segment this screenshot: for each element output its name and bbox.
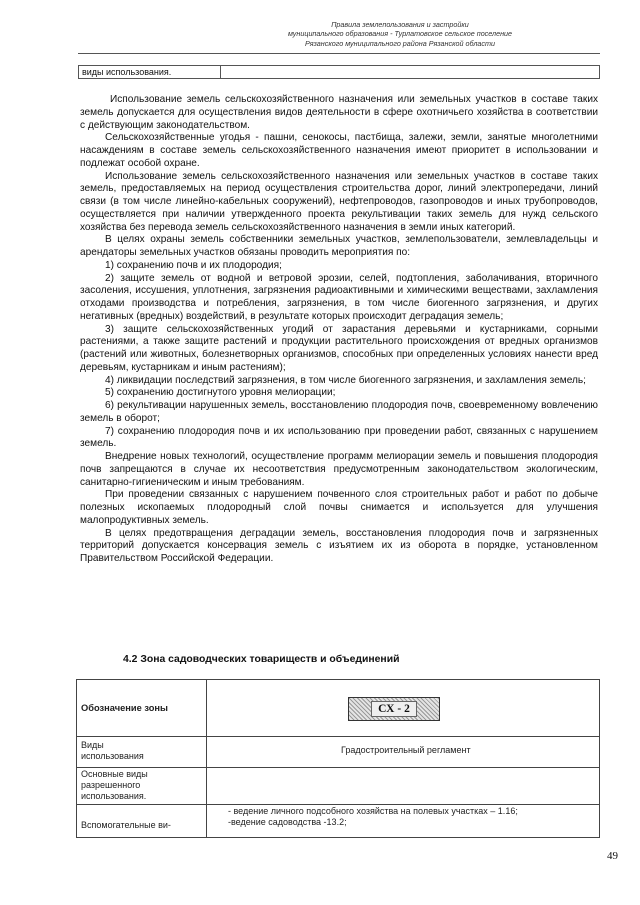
running-header	[200, 20, 600, 48]
list-item: 2) защите земель от водной и ветровой эрозии, селей, подтопления, заболачивания, вторичного засоления, иссушения, уплотнения, загрязнения радиоактивными и химическими веществами, захламления отходами производства и потребления, загрязнения, в том числе биогенного загрязнения, и других негативных (вредных) воздействий, в результате которых происходит деградация земель;	[80, 272, 598, 322]
section-title: 4.2 Зона садоводческих товариществ и объединений	[123, 654, 400, 665]
header-line-1: Правила землепользования и застройки	[331, 20, 469, 29]
auxiliary-usage-label: Вспомогательные ви-	[81, 820, 171, 830]
zone-designation-label: Обозначение зоны	[81, 703, 168, 713]
paragraph: Сельскохозяйственные угодья - пашни, сенокосы, пастбища, залежи, земли, занятые многолетними насаждениям в составе земель сельскохозяйственного назначения имеют приоритет в использовании и подлежат особой охране.	[80, 132, 598, 169]
list-item: 6) рекультивации нарушенных земель, восстановлению плодородия почв, своевременному вовлечению земель в оборот;	[80, 400, 598, 424]
table-row-divider	[77, 767, 599, 768]
header-divider	[78, 53, 600, 54]
header-line-2: муниципального образования - Турлатовское сельское поселение	[287, 29, 513, 39]
usage-types-label: Виды использования	[81, 740, 144, 761]
paragraph: В целях охраны земель собственники земельных участков, землепользователи, землевладельцы и арендаторы земельных участков обязаны проводить мероприятия по:	[80, 234, 598, 258]
paragraph: Использование земель сельскохозяйственного назначения или земельных участков в составе таких земель, предоставляемых на период осуществления строительства дорог, линий электропередачи, линий связи (в том числе линейно-кабельных сооружений), нефтепроводов, газопроводов и иных трубопроводов, осуществляется при наличии утвержденного проекта рекультивации таких земель для нужд сельского хозяйства без перевода земель сельскохозяйственного назначения в земли иных категорий.	[80, 170, 598, 233]
zone-code: СХ - 2	[371, 701, 417, 717]
auxiliary-usage-item: - ведение личного подсобного хозяйства на полевых участках – 1.16;	[228, 806, 518, 816]
header-line-3: Рязанского муниципального района Рязанской области	[304, 38, 496, 48]
paragraph: Внедрение новых технологий, осуществление программ мелиорации земель и повышения плодородия почв запрещаются в случае их несоответствия предусмотренным законодательством экологическим, санитарно-гигиеническим и иным требованиям.	[80, 451, 598, 488]
list-item: 7) сохранению плодородия почв и их использованию при проведении работ, связанных с нарушением земель.	[80, 425, 598, 450]
table-column-divider	[206, 680, 207, 837]
body-text	[80, 94, 598, 566]
zone-code-badge	[348, 697, 440, 721]
zone-table	[76, 679, 600, 838]
list-item: 4) ликвидации последствий загрязнения, в том числе биогенного загрязнения, и захламления земель;	[105, 374, 586, 386]
paragraph: В целях предотвращения деградации земель, восстановления плодородия почв и загрязненных территорий допускается консервация земель с изъятием их из оборота в порядке, установленном Правительством Российской Федерации.	[80, 527, 598, 564]
regulation-label: Градостроительный регламент	[341, 745, 471, 755]
list-item: 5) сохранению достигнутого уровня мелиорации;	[105, 387, 336, 399]
table-row-divider	[77, 736, 599, 737]
table-row-divider	[77, 804, 599, 805]
auxiliary-usage-item: -ведение садоводства -13.2;	[228, 817, 347, 827]
main-usage-label: Основные виды разрешенного использования.	[81, 769, 148, 801]
continued-table	[78, 65, 600, 79]
list-item: 1) сохранению почв и их плодородия;	[105, 259, 282, 271]
list-item: 3) защите сельскохозяйственных угодий от зарастания деревьями и кустарниками, сорными растениями, а также защите растений и продукции растительного происхождения от вредных организмов (растений или животных, болезнетворных организмов, способных при определенных условиях нанести вред деревьям, кустарникам и иным растениям);	[80, 323, 598, 373]
paragraph: При проведении связанных с нарушением почвенного слоя строительных работ и работ по добыче полезных ископаемых плодородный слой почвы снимается и используется для улучшения малопродуктивных земель.	[80, 489, 598, 526]
page-number: 49	[607, 850, 618, 862]
continued-table-cell: виды использования.	[79, 66, 221, 78]
paragraph: Использование земель сельскохозяйственного назначения или земельных участков в составе таких земель допускается для осуществления видов деятельности в сфере охотничьего хозяйства в соответствии с действующим законодательством.	[80, 94, 598, 131]
